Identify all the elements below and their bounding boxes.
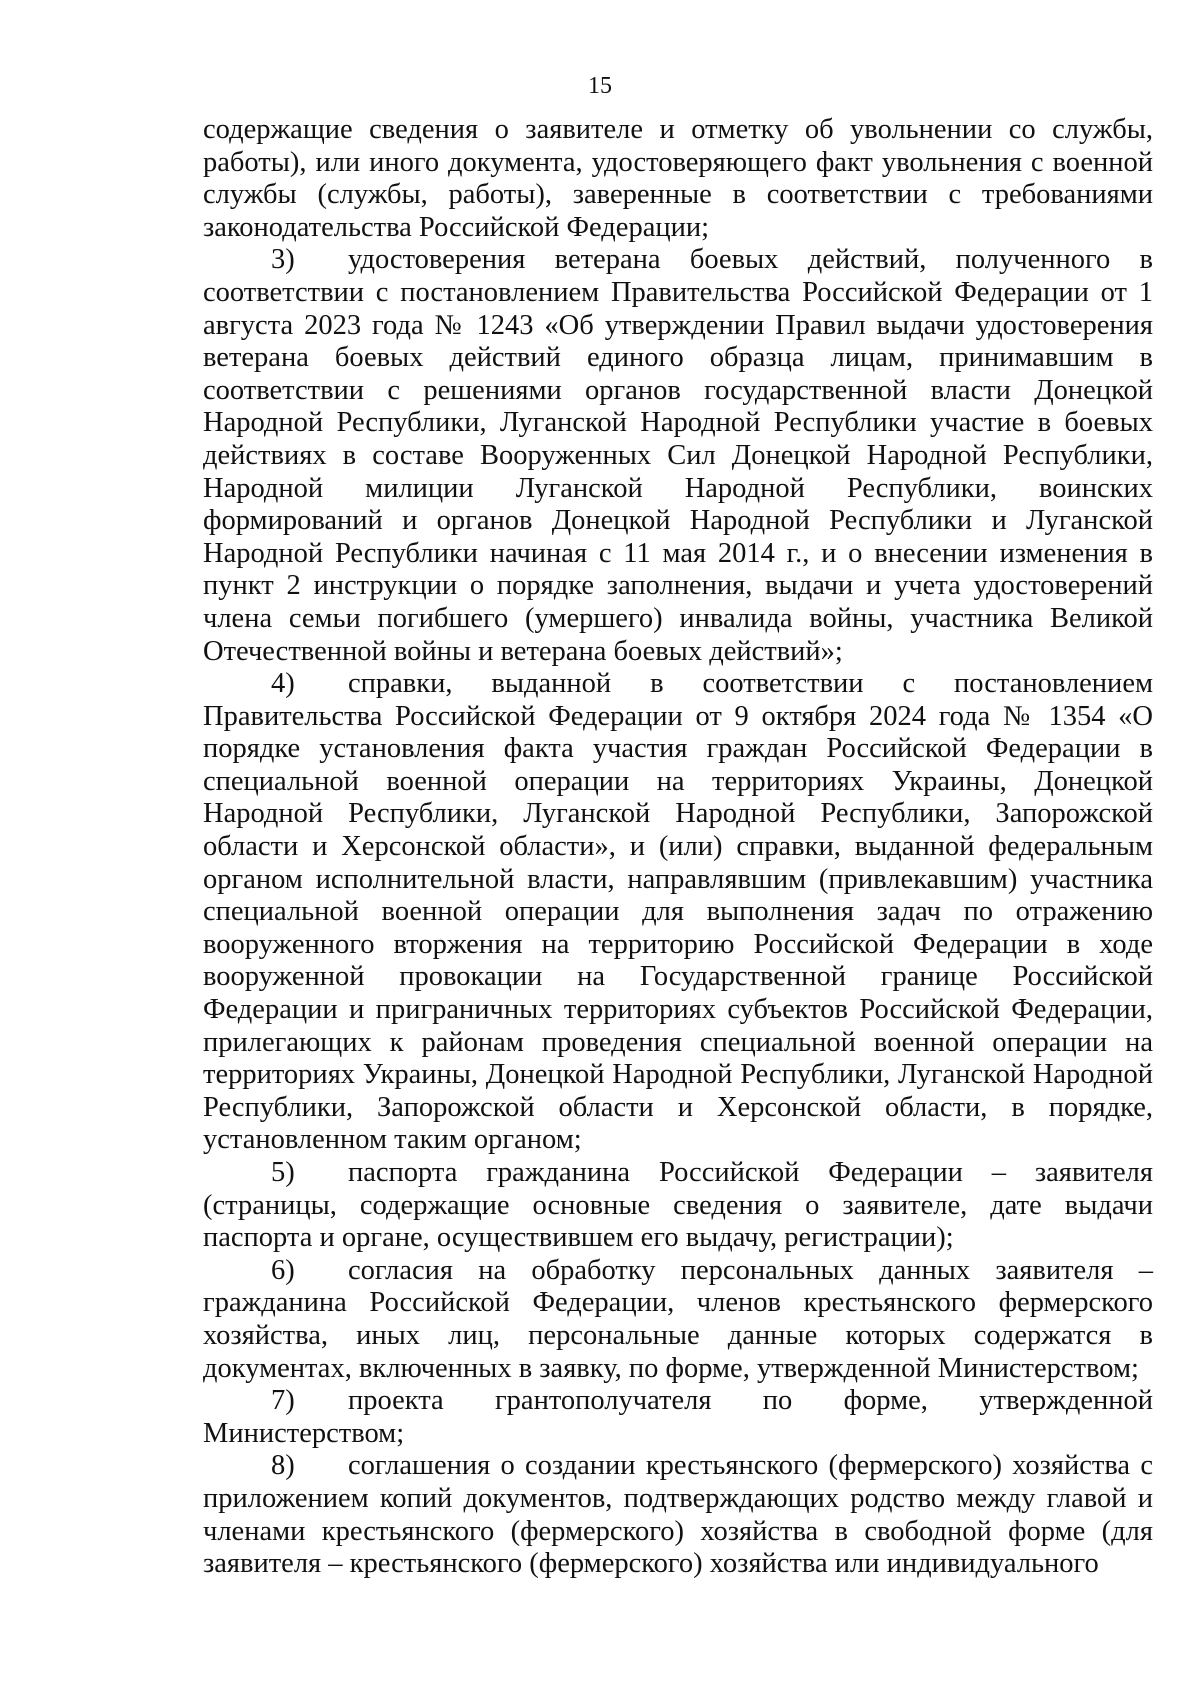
list-item-number: 6) [271, 1254, 295, 1286]
list-item-5 [203, 1157, 1153, 1255]
document-body [203, 114, 1153, 1581]
list-item-8 [203, 1450, 1153, 1580]
list-item-text: удостоверения ветерана боевых действий, полученного в соответствии с постановлением Правительства Российской Федерации от 1 августа 2023 года № 1243 «Об утверждении Правил выдачи удостоверения ветерана боевых действий единого образца лицам, принимавшим в соответствии с решениями органов государственной власти Донецкой Народной Республики, Луганской Народной Республики участие в боевых действиях в составе Вооруженных Сил Донецкой Народной Республики, Народной милиции Луганской Народной Республики, воинских формирований и органов Донецкой Народной Республики и Луганской Народной Республики начиная с 11 мая 2014 г., и о внесении изменения в пункт 2 инструкции о порядке заполнения, выдачи и учета удостоверений члена семьи погибшего (умершего) инвалида войны, участника Великой Отечественной войны и ветерана боевых действий»; [203, 244, 1153, 667]
list-item-text: паспорта гражданина Российской Федерации – заявителя (страницы, содержащие основные сведения о заявителе, дате выдачи паспорта и органе, осуществившем его выдачу, регистрации); [203, 1157, 1153, 1254]
list-item-text: соглашения о создании крестьянского (фермерского) хозяйства с приложением копий документов, подтверждающих родство между главой и членами крестьянского (фермерского) хозяйства в свободной форме (для заявителя – крестьянского (фермерского) хозяйства или индивидуального [203, 1450, 1153, 1580]
list-item-text: согласия на обработку персональных данных заявителя – гражданина Российской Федерации, членов крестьянского фермерского хозяйства, иных лиц, персональные данные которых содержатся в документах, включенных в заявку, по форме, утвержденной Министерством; [203, 1254, 1153, 1384]
list-item-number: 3) [271, 244, 295, 276]
list-item-text: справки, выданной в соответствии с постановлением Правительства Российской Федерации от 9 октября 2024 года № 1354 «О порядке установления факта участия граждан Российской Федерации в специальной военной операции на территориях Украины, Донецкой Народной Республики, Луганской Народной Республики, Запорожской области и Херсонской области», и (или) справки, выданной федеральным органом исполнительной власти, направлявшим (привлекавшим) участника специальной военной операции для выполнения задач по отражению вооруженного вторжения на территорию Российской Федерации в ходе вооруженной провокации на Государственной границе Российской Федерации и приграничных территориях субъектов Российской Федерации, прилегающих к районам проведения специальной военной операции на территориях Украины, Донецкой Народной Республики, Луганской Народной Республики, Запорожской области и Херсонской области, в порядке, установленном таким органом; [203, 668, 1153, 1156]
paragraph-text: содержащие сведения о заявителе и отметку об увольнении со службы, работы), или иного документа, удостоверяющего факт увольнения с военной службы (службы, работы), заверенные в соответствии с требованиями законодательства Российской Федерации; [203, 114, 1153, 243]
list-item-6 [203, 1255, 1153, 1385]
list-item-7 [203, 1385, 1153, 1450]
list-item-number: 7) [271, 1385, 295, 1417]
list-item-number: 4) [271, 668, 295, 700]
paragraph-continuation [203, 114, 1153, 244]
list-item-number: 5) [271, 1157, 295, 1188]
list-item-3 [203, 244, 1153, 668]
list-item-text: проекта грантополучателя по форме, утвержденной Министерством; [203, 1385, 1153, 1449]
page-number: 15 [588, 73, 612, 99]
list-item-number: 8) [271, 1450, 295, 1482]
list-item-4 [203, 668, 1153, 1157]
